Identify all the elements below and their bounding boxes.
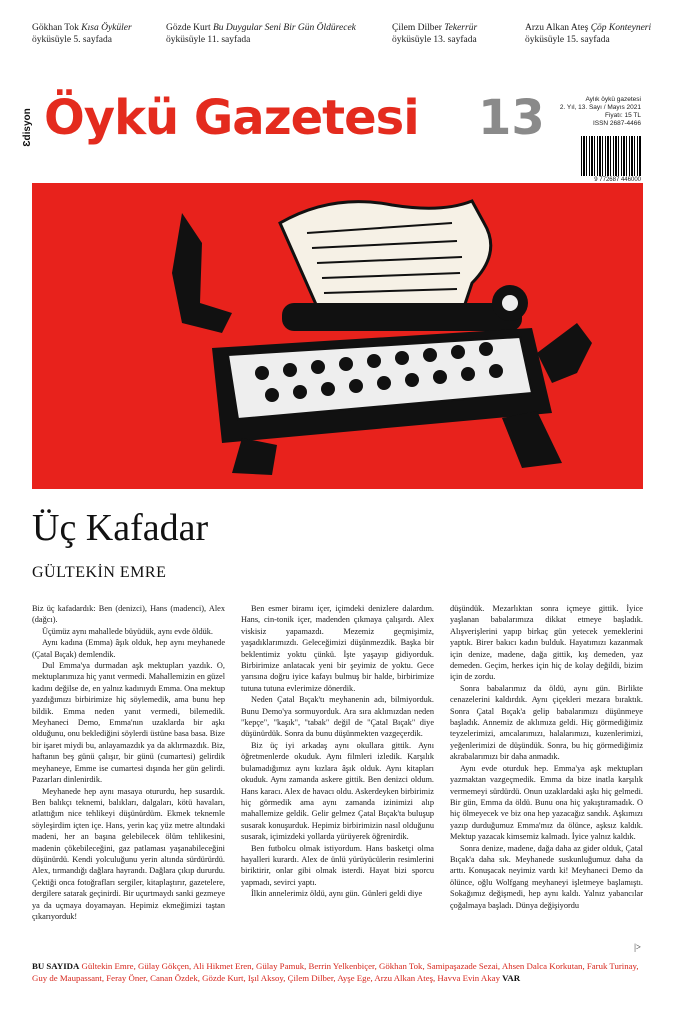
info-issn: ISSN 2687-4466	[592, 120, 641, 127]
paragraph: Sonra denize, madene, dağa daha az gider olduk, Çatal Bıçak'a daha sık. Meyhanede suskunluğumuz daha da arttı. Konuşacak neyimiz vardı ki! Meyhaneci Demo da ölünce, oğlu Wolfgang meyhaneyi işletmeye başlamıştı. Sokağımız değişmedi, hep aynı kaldı. Yalnız yabancılar çoğalmaya başladı. Dünya değişiyordu	[450, 843, 643, 910]
teaser-author: Gökhan Tok	[32, 23, 79, 33]
teaser-page: öyküsüyle 13. sayfada	[392, 35, 477, 45]
paragraph: Meyhanede hep aynı masaya otururdu, hep susardık. Ben balıkçı teknemi, balıkları, dalgaları, kötü havaları, atlattığım nice tehlikeyi düşünürdüm. Ekmek teknemle söyleşirdim içten içe. Hans, yerin kaç yüz metre altındaki madeni, her an başına gelebilecek ölüm tehlikesini, madenin çökebileceğini, gaz patlaması yaşanabileceğini düşünürdü. Kendi yolculuğunu yerin altında sürdürürdü. Alex, tırmandığı dağlara hayrandı. Dağlara çıkıp dururdu. Çektiği onca fotoğrafları sergiler, kitaplaştırır, gazetelere, dergilere satarak geçinirdi. Bir uçurtmaydı sanki gezmeye ya da uçmaya doyamayan. Hepimiz ekmeğimizi taştan çıkarıyorduk!	[32, 786, 225, 921]
teaser-gozde-kurt[interactable]	[166, 22, 356, 46]
info-price: Fiyatı: 15 TL	[604, 112, 641, 119]
teaser-page: öyküsüyle 5. sayfada	[32, 35, 112, 45]
paragraph: Aynı evde oturduk hep. Emma'ya aşk mektupları yazmaktan vazgeçmedik. Emma da bize inatla karşılık vermemeyi sürdürdü. Onun uzaklardaki aşkı hiç gelmedi. Bir gün, Emma da öldü. Bunu ona hiç yakıştıramadık. O hiç ölmeyecek ve biz ona hep yazacağız sandık. Aşkımızı yazıp durduğumuz Emma'mız da ölünce, aşksız kaldık. Mektup yazacak kimsemiz kalmadı. İyice yalnız kaldık.	[450, 763, 643, 842]
teaser-cilem-dilber[interactable]	[392, 22, 477, 46]
paragraph: Neden Çatal Bıçak'tı meyhanenin adı, bilmiyorduk. Bunu Demo'ya sormuyorduk. Ara sıra aklımızdan neden "kepçe", "kaşık", "tabak" değil de "Çatal Bıçak" diye düşünürdük. Sonra da bunu düşünmekten vazgeçerdik.	[241, 695, 434, 739]
typewriter-icon	[32, 183, 643, 489]
info-tagline: Aylık öykü gazetesi	[585, 96, 641, 103]
paragraph: Aynı kadına (Emma) âşık olduk, hep aynı meyhanede (Çatal Bıçak) demlendik.	[32, 638, 225, 659]
contributor-names: Gültekin Emre, Gülay Gökçen, Ali Hikmet Eren, Gülay Pamuk, Berrin Yelkenbiçer, Gökhan Tok, Samipaşazade Sezai, Ahsen Dalca Korkutan, Faruk Turinay, Guy de Maupassant, Feray Öner, Canan Özdek, Gözde Kurt, Işıl Aksoy, Çilem Dilber, Ayşe Ege, Arzu Alkan Ateş, Havva Evin Akay	[32, 961, 639, 983]
issue-info	[560, 96, 641, 128]
article-body	[32, 603, 644, 955]
teaser-work: Tekerrür	[444, 23, 478, 33]
paragraph: Üçümüz aynı mahallede büyüdük, aynı evde öldük.	[42, 626, 213, 636]
continue-arrow-icon[interactable]: |>	[634, 942, 641, 952]
paragraph: İlkin annelerimiz öldü, aynı gün. Günleri geldi diye	[251, 889, 423, 899]
barcode-number: 9 772687 446000	[594, 177, 641, 183]
publisher-name: Ɛdisyon	[21, 108, 33, 147]
article-column	[450, 603, 643, 955]
teaser-author: Çilem Dilber	[392, 23, 442, 33]
article-column	[241, 603, 434, 955]
cover-illustration	[32, 183, 643, 489]
paragraph: Dul Emma'ya durmadan aşk mektupları yazdık. O, mektuplarımıza hiç yanıt vermedi. Mahallemizin en güzel kadını değilse de, en yalnız kadınıydı Emma. Ona mektup yazdığımızı birbirimize hiç söylemedik, ama bunu hep bildik. Emma neden yanıt vermedi, bilemedik. Meyhaneci Demo, Emma'nın uzaklarda bir aşkı olduğunu, onu beklediğini söylerdi üstüne basa basa. Bize bir işaret miydi bu, anlayamazdık ya da aklırmazdık. Biz, haftanın beş günü çalışır, bir günü (cumartesi) gelirdik meyhaneye, Emme ise cumartesi dışında her gün gelirdi. Pazarları dinlenirdik.	[32, 661, 225, 785]
barcode-icon	[581, 136, 641, 176]
teaser-work: Kısa Öyküler	[81, 23, 132, 33]
article-column	[32, 603, 225, 955]
contributors-footer	[32, 960, 644, 984]
teaser-work: Çöp Konteyneri	[590, 23, 652, 33]
headline: Üç Kafadar	[32, 507, 209, 549]
footer-end: VAR	[502, 973, 521, 983]
paragraph: Biz üç kafadardık: Ben (denizci), Hans (madenci), Alex (dağcı).	[32, 604, 225, 625]
teaser-page: öyküsüyle 15. sayfada	[525, 35, 610, 45]
footer-label: BU SAYIDA	[32, 961, 80, 971]
teaser-page: öyküsüyle 11. sayfada	[166, 35, 251, 45]
paragraph: Ben futbolcu olmak istiyordum. Hans basketçi olma hayalleri kurardı. Alex de ünlü yürüyücülerin resimlerini biriktirir, onlar gibi olmak isterdi. Hayat bizi sporcu yapmadı, sevirci yaptı.	[241, 843, 434, 887]
teaser-work: Bu Duygular Seni Bir Gün Öldürecek	[212, 23, 356, 33]
teaser-author: Gözde Kurt	[166, 23, 211, 33]
author-byline: GÜLTEKİN EMRE	[32, 564, 167, 581]
paragraph: düşündük. Mezarlıktan sonra içmeye gittik. İyice yaşlanan babalarımıza dikkat etmeye başladık. Alışverişlerini yapıp birkaç gün yetecek yemeklerini yaptık. Birer bakıcı kadın bulduk. Hayatımızı kazanmak için denize, madene, dağa gittik, kış demeden, yaz demeden. Geçim, herkes için hiç de kolay değildi, bizim için de zordu.	[450, 604, 643, 682]
paragraph: Biz üç iyi arkadaş aynı okullara gittik. Aynı öğretmenlerde okuduk. Aynı filmleri izledik. Karşılık bulamadığımız aynı kızlara âşık olduk. Aynı kitapları okuduk. Aynı zamanda askere gittik. Ben denizci oldum. Hans karacı. Alex de havacı oldu. Askerdeyken birbirimiz hiç görmedik ama aynı zamanda izinimizi alıp mahallemize geldik. Gelir gelmez Çatal Bıçak'ta buluşup susarak konuşurduk. Hepimiz birbirimizin nasıl olduğunu susarak, içimizdeki yollarda yürüyerek öğrenirdik.	[241, 740, 434, 842]
teaser-author: Arzu Alkan Ateş	[525, 23, 589, 33]
paragraph: Ben esmer biramı içer, içimdeki denizlere dalardım. Hans, cin-tonik içer, madenden çıkmaya çalışırdı. Alex viskisiz yapamazdı. Mezemiz geçmişimiz, yaşadıklarımızdı. Geleceğimizi düşünmezdik. Başka bir beklentimiz yoktu çünkü. İşte yaşayıp gidiyorduk. Birbirimize anlatacak yeni bir şeyimiz de yoktu. Gece yarısına doğru iyice kafayı bulmuş bir halde, birbirimize tutuna tutuna evlerimize dönerdik.	[241, 604, 434, 693]
info-issue: 2. Yıl, 13. Sayı / Mayıs 2021	[559, 104, 641, 111]
teaser-gokhan-tok[interactable]	[32, 22, 132, 46]
issue-number: 13	[478, 90, 545, 146]
masthead-title: Öykü Gazetesi	[44, 90, 419, 146]
paragraph: Sonra babalarımız da öldü, aynı gün. Birlikte cenazelerini kaldırdık. Aynı çiçekleri mezara bıraktık. Sonra Çatal Bıçak'a gelip babalarımızı düşünmeye başladık. Annemiz de aklımıza geldi. Hiç görmediğimiz teyzelerimizi, amcalarımızı, halalarımızı, kuzenlerimizi, yeğenlerimizi de düşündük. Sonra, bu hiç görmediğimiz akrabalarımızı bir daha anmadık.	[450, 683, 643, 762]
publisher-logo	[21, 104, 36, 150]
teaser-arzu-alkan-ates[interactable]	[525, 22, 651, 46]
